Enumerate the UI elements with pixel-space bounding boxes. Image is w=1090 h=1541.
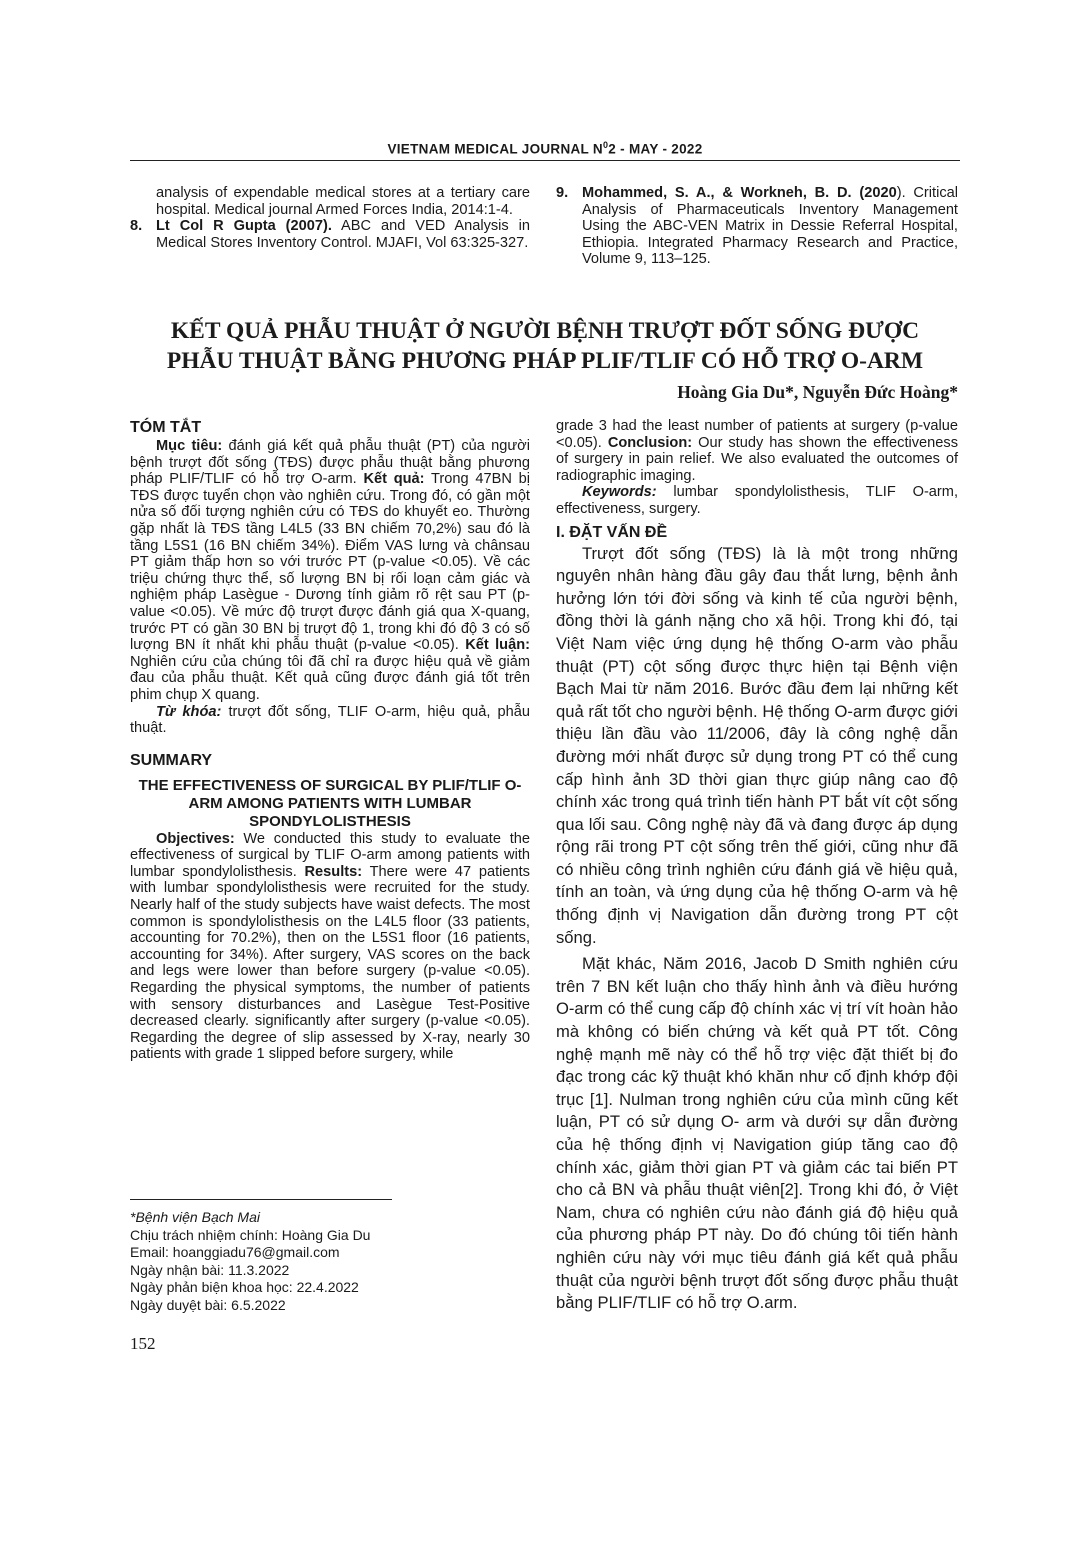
reference-authors: Lt Col R Gupta (2007).: [156, 218, 332, 235]
reference-text: ABC and VED Analysis in Medical Stores Inventory Control. MJAFI, Vol 63:325-327.: [156, 218, 530, 251]
keywords-text: trượt đốt sống, TLIF O-arm, hiệu quả, phẫu thuật.: [130, 703, 530, 737]
conclusion-label: Kết luận:: [465, 637, 530, 654]
summary-heading: SUMMARY: [130, 751, 213, 769]
article-title-line-2: PHẪU THUẬT BẰNG PHƯƠNG PHÁP PLIF/TLIF CÓ HỖ TRỢ O-ARM: [166, 348, 924, 374]
conclusion-text: Nghiên cứu của chúng tôi đã chỉ ra được hiệu quả về giảm đau của phẫu thuật. Kết quả cũng được đánh giá tốt trên phim chụp X quang.: [130, 653, 530, 703]
keywords-label-en: Keywords:: [582, 484, 657, 501]
results-label-en: Results:: [304, 863, 363, 880]
reference-number: 8.: [130, 218, 143, 235]
conclusion-text-en: Our study has shown the effectiveness of surgery in pain relief. We also evaluated the outcomes of radiographic imaging.: [556, 434, 959, 484]
section-1-paragraph-2: Mặt khác, Năm 2016, Jacob D Smith nghiên cứu trên 7 BN kết luận cho thấy hình ảnh và điều hướng O-arm có thể cung cấp độ chính xác vị trí vít hoàn hảo mà không có biến chứng và kết quả PT tốt. Công nghệ mạnh mẽ này có thể hỗ trợ việc đặt thiết bị đo đạc trong các kỹ thuật khó khăn như cố định khớp đội trục [1]. Nulman trong nghiên cứu của mình cũng kết luận, PT có sử dụng O- arm và dưới sự dẫn đường của hệ thống định vị Navigation giúp tăng cao độ chính xác, giảm thời gian PT và giảm các tai biến PT cho cả BN và phẫu thuật viên[2]. Trong khi đó, ở Việt Nam, chưa có nghiên cứu nào đánh giá độ hiệu quả của phương pháp PT này. Do đó chúng tôi tiến hành nghiên cứu này với mục tiêu đánh giá kết quả phẫu thuật của người bệnh trượt đốt sống được phẫu thuật bằng PLIF/TLIF có hỗ trợ O.arm.: [556, 954, 958, 1313]
results-text-en-continued: grade 3 had the least number of patients at surgery (p-value <0.05).: [556, 418, 958, 451]
footnote-email: Email: hoanggiadu76@gmail.com: [130, 1244, 340, 1261]
objective-label: Mục tiêu:: [156, 438, 223, 454]
reference-8: [130, 218, 530, 251]
page-number: 152: [130, 1334, 156, 1353]
footnote-affiliation: *Bệnh viện Bạch Mai: [130, 1209, 260, 1225]
footnote-accepted-date: Ngày duyệt bài: 6.5.2022: [130, 1296, 286, 1313]
article-authors: Hoàng Gia Du*, Nguyễn Đức Hoàng*: [677, 382, 958, 402]
summary-body-continued: [556, 418, 958, 484]
footnotes: [130, 1209, 530, 1315]
abstract-vn-keywords: [130, 704, 530, 737]
abstract-vn-body: [130, 438, 530, 704]
article-title-line-1: KẾT QUẢ PHẪU THUẬT Ở NGƯỜI BỆNH TRƯỢT ĐỐT SỐNG ĐƯỢC: [170, 318, 920, 344]
summary-body: [130, 831, 530, 1063]
reference-text: ). Critical Analysis of Pharmaceuticals Inventory Management Using the ABC-VEN Matrix in Dessie Referral Hospital, Ethiopia. Integrated Pharmacy Research and Practice, Volume 9, 113–125.: [582, 185, 958, 268]
conclusion-label-en: Conclusion:: [607, 434, 693, 451]
footnote-corresponding-author: Chịu trách nhiệm chính: Hoàng Gia Du: [130, 1226, 371, 1243]
right-column: [556, 418, 958, 1315]
reference-authors: Mohammed, S. A., & Workneh, B. D. (2020: [582, 185, 897, 201]
reference-9: [556, 185, 958, 268]
keywords-label: Từ khóa:: [156, 703, 222, 720]
summary-keywords: [556, 484, 958, 517]
journal-name: VIETNAM MEDICAL JOURNAL N: [387, 141, 603, 157]
article-title: [130, 316, 960, 376]
section-1-heading: I. ĐẶT VẤN ĐỀ: [556, 523, 668, 541]
left-column: [130, 418, 530, 1063]
references-left: [130, 185, 530, 251]
objective-text: đánh giá kết quả phẫu thuật (PT) của người bệnh trượt đốt sống (TĐS) được phẫu thuật bằng phương pháp PLIF/TLIF có hỗ trợ O-arm.: [130, 438, 530, 488]
running-header: [130, 140, 960, 157]
references-right: [556, 185, 958, 268]
journal-number-superscript: 0: [602, 140, 609, 150]
objectives-text: We conducted this study to evaluate the effectiveness of surgical by TLIF O-arm among patients with lumbar spondylolisthesis.: [130, 830, 530, 880]
journal-issue: 2 - MAY - 2022: [608, 141, 703, 157]
results-text-en: There were 47 patients with lumbar spondylolisthesis were recruited for the study. Nearly half of the study subjects have waist defects. The most common is spondylolisthesis on the L4L5 floor (33 patients, accounting for 70.2%), then on the L5S1 floor (16 patients, accounting for 34%). After surgery, VAS scores on the back and legs were lower than before surgery (p-value <0.05). Regarding the physical symptoms, the number of patients with sensory disturbances and Lasègue Test-Positive decreased clearly. significantly after surgery (p-value <0.05). Regarding the degree of slip assessed by X-ray, nearly 30 patients with grade 1 slipped before surgery, while: [130, 863, 530, 1063]
footnote-received-date: Ngày nhận bài: 11.3.2022: [130, 1261, 290, 1278]
keywords-text-en: lumbar spondylolisthesis, TLIF O-arm, effectiveness, surgery.: [556, 484, 958, 517]
footnote-rule: [130, 1199, 392, 1200]
header-rule: [130, 160, 960, 161]
results-label: Kết quả:: [363, 471, 425, 488]
section-1-paragraph-1: Trượt đốt sống (TĐS) là là một trong những nguyên nhân hàng đầu gây đau thắt lưng, bệnh ảnh hưởng lớn tới đời sống và kinh tế của người bệnh, đồng thời là gánh nặng cho xã hội. Trong khi đó, tại Việt Nam việc ứng dụng hệ thống O-arm vào phẫu thuật (PT) cột sống được thực hiện tại Bệnh viện Bạch Mai từ năm 2016. Bước đầu đem lại những kết quả rất tốt cho người bệnh. Hệ thống O-arm được giới thiệu lần đầu vào 11/2006, đây là công nghệ dẫn đường mới nhất được sử dụng trong PT có thể cung cấp hình ảnh 3D thời gian thực giúp nâng cao độ chính xác trong quá trình tiến hành PT bắt vít cột sống qua lối sau. Công nghệ này đã và đang được áp dụng rộng rãi trong PT cột sống trên thế giới, cũng như đã có nhiều công trình nghiên cứu đánh giá về hiệu quả, tính an toàn, và ứng dụng của hệ thống O-arm và hệ thống định vị Navigation dẫn đường trong PT cột sống.: [556, 543, 958, 947]
results-text: Trong 47BN bị TĐS được tuyển chọn vào nghiên cứu. Trong đó, có gần một nửa số đối tượng nghiên cứu có TĐS do khuyết eo. Thường gặp nhất là TĐS tầng L4L5 (33 BN chiếm 70,2%) sau đó là tầng L5S1 (16 BN chiếm 34%). Điểm VAS lưng và chânsau PT giảm thấp hơn so với trước PT (p-value <0.05). Về các triệu chứng thực thể, số lượng BN bị rối loạn cảm giác và nghiệm pháp Lasègue - Dương tính giảm rõ rệt sau PT (p-value <0.05). Về mức độ trượt được đánh giá qua X-quang, trước PT có gần 30 BN bị trượt độ 1, trong khi đó độ 3 có số lượng BN ít nhất khi phẫu thuật (p-value <0.05).: [130, 471, 530, 654]
reference-7-continued: analysis of expendable medical stores at a tertiary care hospital. Medical journal Armed Forces India, 2014:1-4.: [156, 185, 530, 218]
abstract-vn-heading: TÓM TẮT: [130, 419, 202, 436]
footnote-reviewed-date: Ngày phản biện khoa học: 22.4.2022: [130, 1279, 359, 1296]
summary-title: THE EFFECTIVENESS OF SURGICAL BY PLIF/TLIF O-ARM AMONG PATIENTS WITH LUMBAR SPONDYLOLISTHESIS: [138, 776, 522, 830]
objectives-label: Objectives:: [156, 830, 235, 847]
reference-number: 9.: [556, 185, 569, 201]
